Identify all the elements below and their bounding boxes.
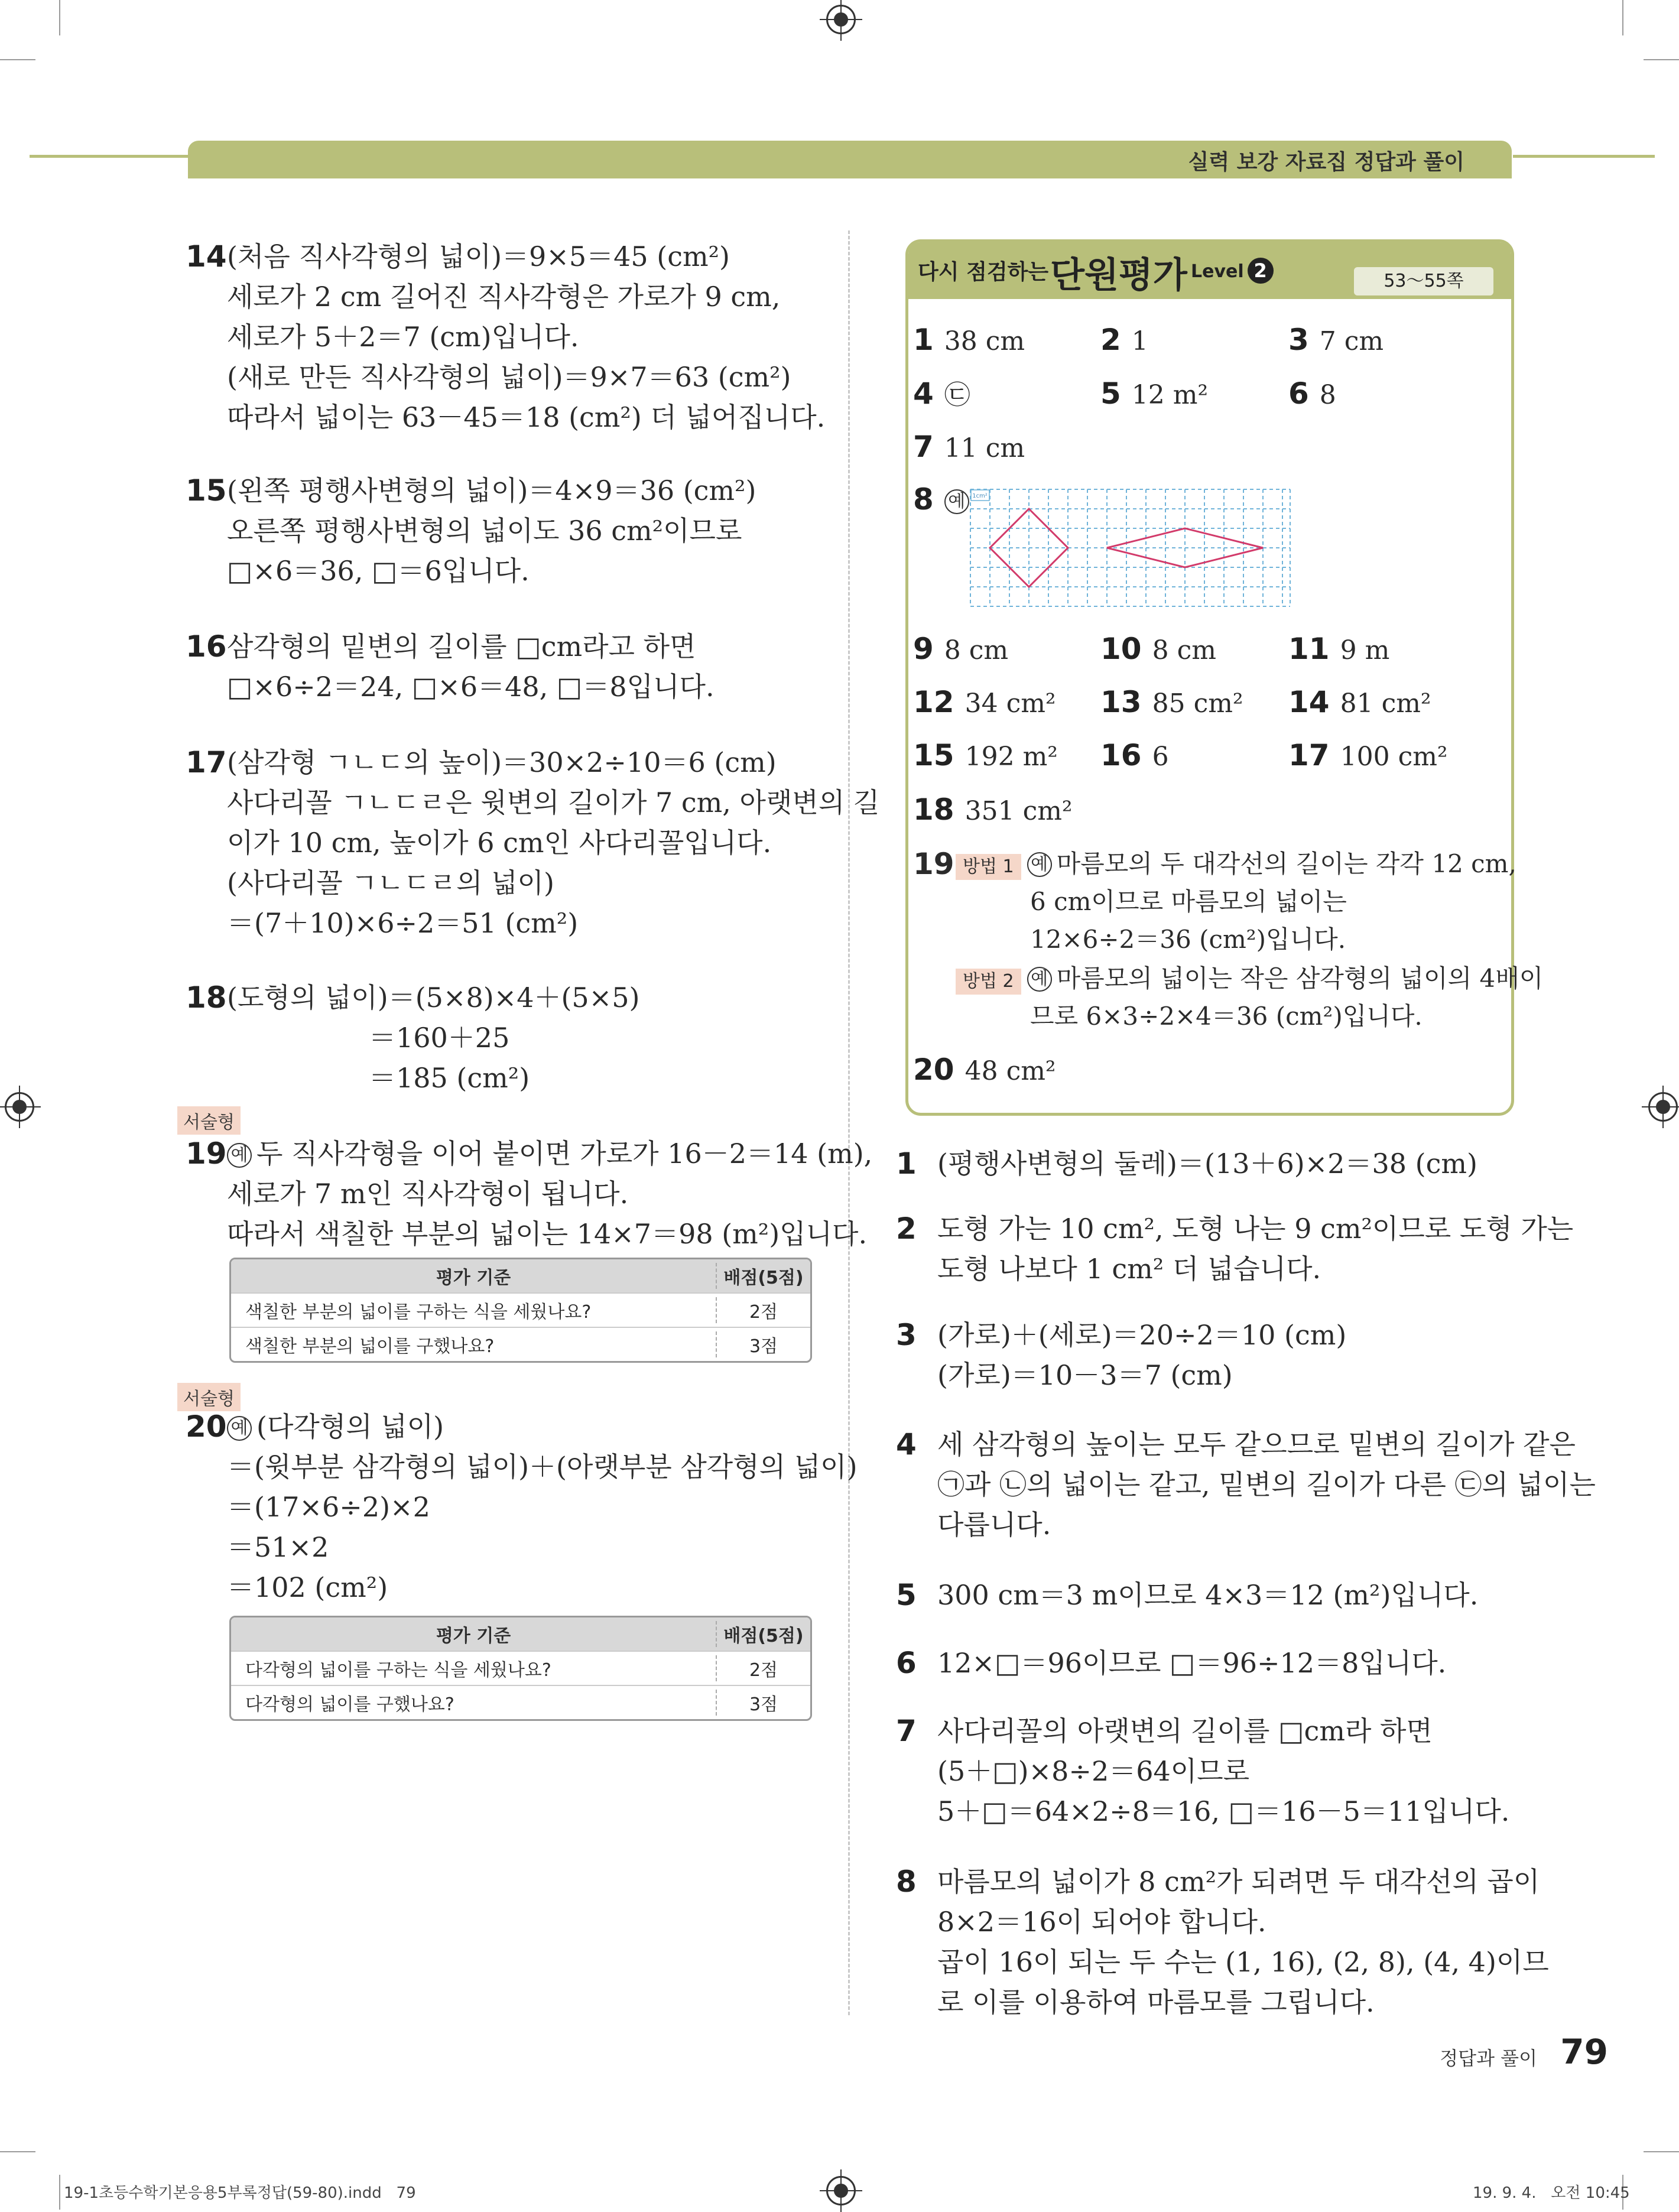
- method-tag: 방법 1: [956, 854, 1021, 880]
- problem-number: 16: [186, 629, 227, 664]
- problem-number: 15: [186, 473, 227, 508]
- trim-mark: [0, 2151, 35, 2152]
- solution-line: 12×6÷2＝36 (cm²)입니다.: [1030, 925, 1346, 954]
- answer-value: 11 cm: [944, 433, 1025, 463]
- answer-item: [1288, 684, 1431, 722]
- grid-unit-label: 1cm²: [972, 493, 988, 499]
- answer-item: [913, 684, 1056, 722]
- problem-number: 2: [896, 1211, 917, 1246]
- table-row: [231, 1292, 810, 1327]
- method-tag: 방법 2: [956, 969, 1021, 995]
- table-cell: 다각형의 넓이를 구했나요?: [245, 1694, 454, 1715]
- answer-number: 15: [913, 738, 954, 772]
- page-range: 53～55쪽: [1354, 267, 1493, 295]
- table-row: [231, 1651, 810, 1685]
- answer-value: 1: [1131, 326, 1148, 356]
- answer-value: 81 cm²: [1340, 688, 1431, 719]
- solution-line: 세로가 5＋2＝7 (cm)입니다.: [227, 321, 579, 353]
- answer-item: [913, 322, 1025, 359]
- essay-tag: 서술형: [177, 1383, 241, 1411]
- solution-line: 300 cm＝3 m이므로 4×3＝12 (m²)입니다.: [937, 1579, 1479, 1611]
- print-date: 19. 9. 4. 오전 10:45: [1473, 2184, 1630, 2202]
- solution-line: 사다리꼴의 아랫변의 길이를 □cm라 하면: [937, 1715, 1433, 1747]
- answer-item: [1100, 684, 1243, 722]
- answer-value: 85 cm²: [1152, 688, 1243, 719]
- answer-item: [913, 1052, 1056, 1089]
- solution-line: (가로)＝10－3＝7 (cm): [937, 1359, 1233, 1391]
- answer-value: 7 cm: [1319, 326, 1384, 356]
- answer-number: 9: [913, 632, 934, 666]
- problem-number: 1: [896, 1146, 917, 1181]
- answer-value: 6: [1152, 742, 1169, 772]
- trim-mark: [1644, 2151, 1679, 2152]
- solution-line: (사다리꼴 ㄱㄴㄷㄹ의 넓이): [227, 867, 554, 899]
- solution-line: 따라서 색칠한 부분의 넓이는 14×7＝98 (m²)입니다.: [227, 1218, 868, 1250]
- answer-value: 8 cm: [1152, 635, 1216, 665]
- answer-number: 1: [913, 323, 934, 357]
- level-badge: 2: [1248, 258, 1274, 284]
- solution-line: 세로가 7 m인 직사각형이 됩니다.: [227, 1178, 629, 1210]
- table-row: [231, 1685, 810, 1719]
- solution-1: [896, 1144, 1477, 1184]
- answer-item: [913, 738, 1058, 775]
- solution-5: [896, 1575, 1479, 1615]
- solution-line: (처음 직사각형의 넓이)＝9×5＝45 (cm²): [227, 241, 730, 272]
- answer-number: 18: [913, 792, 954, 827]
- table-header: 배점(5점): [716, 1263, 810, 1289]
- problem-number: 19: [186, 1136, 227, 1171]
- solution-4: [896, 1424, 1596, 1545]
- solution-line: (평행사변형의 둘레)＝(13＋6)×2＝38 (cm): [937, 1148, 1477, 1180]
- solution-7: [896, 1711, 1510, 1831]
- solution-line: (다각형의 넓이): [256, 1411, 444, 1443]
- solution-line: (삼각형 ㄱㄴㄷ의 높이)＝30×2÷10＝6 (cm): [227, 746, 777, 778]
- answer-value: 38 cm: [944, 326, 1025, 356]
- table-cell: 색칠한 부분의 넓이를 구하는 식을 세웠나요?: [245, 1302, 592, 1323]
- solution-line: 도형 나보다 1 cm² 더 넓습니다.: [937, 1253, 1321, 1285]
- answer-value: 34 cm²: [964, 688, 1056, 719]
- problem-19: [186, 1133, 873, 1254]
- solution-6: [896, 1643, 1447, 1683]
- answer-item: [1288, 376, 1336, 413]
- problem-20: [186, 1407, 858, 1607]
- solution-line: 6 cm이므로 마름모의 넓이는: [1030, 887, 1347, 916]
- trim-mark: [0, 59, 35, 60]
- solution-line: ＝51×2: [227, 1531, 329, 1563]
- example-mark: 예: [944, 489, 969, 514]
- answer-number: 10: [1100, 632, 1142, 666]
- solution-line: 5＋□＝64×2÷8＝16, □＝16－5＝11입니다.: [937, 1795, 1510, 1827]
- answer-item: [1100, 322, 1148, 359]
- registration-mark-icon: [1648, 1092, 1678, 1122]
- problem-number: 7: [896, 1714, 917, 1748]
- answer-value: 192 m²: [964, 742, 1058, 772]
- problem-number: 20: [186, 1409, 227, 1444]
- column-divider: [848, 230, 850, 2015]
- solution-line: (가로)＋(세로)＝20÷2＝10 (cm): [937, 1319, 1347, 1351]
- solution-3: [896, 1315, 1347, 1395]
- solution-line: 오른쪽 평행사변형의 넓이도 36 cm²이므로: [227, 515, 742, 547]
- answer-value: 8 cm: [944, 635, 1009, 665]
- problem-number: 4: [896, 1427, 917, 1461]
- answer-number: 19: [913, 847, 954, 881]
- answer-number: 12: [913, 685, 954, 719]
- solution-line: □×6÷2＝24, □×6＝48, □＝8입니다.: [227, 671, 715, 703]
- trim-mark: [59, 2175, 60, 2210]
- table-header: 배점(5점): [716, 1621, 810, 1647]
- answer-number: 7: [913, 430, 934, 464]
- solution-line: ㉠과 ㉡의 넓이는 같고, 밑변의 길이가 다른 ㉢의 넓이는: [937, 1469, 1596, 1500]
- problem-number: 17: [186, 745, 227, 779]
- answer-value: 8: [1319, 380, 1336, 410]
- example-mark: 예: [1027, 852, 1052, 877]
- solution-line: (새로 만든 직사각형의 넓이)＝9×7＝63 (cm²): [227, 361, 791, 393]
- solution-line: 곱이 16이 되는 두 수는 (1, 16), (2, 8), (4, 4)이므: [937, 1946, 1549, 1978]
- solution-line: ＝102 (cm²): [227, 1571, 388, 1603]
- registration-mark-icon: [5, 1092, 34, 1122]
- example-mark: 예: [1027, 967, 1052, 992]
- answer-number: 8: [913, 482, 934, 517]
- solution-line: □×6＝36, □＝6입니다.: [227, 555, 530, 587]
- solution-line: 따라서 넓이는 63－45＝18 (cm²) 더 넓어집니다.: [227, 401, 826, 433]
- solution-line: (5＋□)×8÷2＝64이므로: [937, 1755, 1250, 1787]
- problem-17: [186, 742, 880, 943]
- table-cell: 2점: [716, 1297, 810, 1323]
- answer-number: 11: [1288, 632, 1330, 666]
- solution-line: 로 이를 이용하여 마름모를 그립니다.: [937, 1986, 1375, 2018]
- problem-number: 5: [896, 1578, 917, 1612]
- answer-value: 12 m²: [1131, 380, 1209, 410]
- review-level: [1191, 258, 1274, 284]
- problem-number: 14: [186, 239, 227, 274]
- answer-item: [913, 482, 974, 519]
- trim-mark: [1644, 59, 1679, 60]
- table-cell: 색칠한 부분의 넓이를 구했나요?: [245, 1336, 495, 1357]
- table-cell: 3점: [716, 1331, 810, 1357]
- answer-item: [1100, 738, 1169, 775]
- answer-item: [1100, 631, 1216, 668]
- solution-line: 마름모의 넓이가 8 cm²가 되려면 두 대각선의 곱이: [937, 1866, 1540, 1898]
- trim-mark: [1622, 0, 1623, 35]
- registration-mark-icon: [826, 2176, 856, 2205]
- page-label: 정답과 풀이: [1440, 2047, 1537, 2070]
- answer-number: 20: [913, 1053, 954, 1087]
- problem-number: 18: [186, 980, 227, 1015]
- problem-15: [186, 470, 756, 591]
- problem-14: [186, 236, 826, 437]
- solution-line: 므로 6×3÷2×4＝36 (cm²)입니다.: [1030, 1002, 1423, 1031]
- answer-number: 16: [1100, 738, 1142, 772]
- answer-number: 3: [1288, 323, 1309, 357]
- solution-line: (도형의 넓이)＝(5×8)×4＋(5×5): [227, 982, 640, 1014]
- answer-number: 5: [1100, 376, 1121, 411]
- table-cell: 2점: [716, 1655, 810, 1681]
- header-rule: [1513, 155, 1655, 158]
- header-rule: [30, 155, 189, 158]
- solution-line: 12×□＝96이므로 □＝96÷12＝8입니다.: [937, 1647, 1447, 1679]
- answer-number: 4: [913, 376, 934, 411]
- solution-line: 8×2＝16이 되어야 합니다.: [937, 1906, 1266, 1938]
- table-header: 평가 기준: [436, 1626, 511, 1646]
- example-mark: 예: [227, 1143, 252, 1168]
- solution-2: [896, 1209, 1574, 1289]
- solution-line: 다릅니다.: [937, 1509, 1051, 1541]
- level-label: Level: [1191, 261, 1244, 282]
- answer-value: 9 m: [1340, 635, 1390, 665]
- problem-16: [186, 626, 715, 707]
- solution-line: 도형 가는 10 cm², 도형 나는 9 cm²이므로 도형 가는: [937, 1213, 1574, 1245]
- solution-line: 마름모의 넓이는 작은 삼각형의 넓이의 4배이: [1056, 964, 1544, 993]
- answer-item: [1288, 631, 1389, 668]
- solution-line: (왼쪽 평행사변형의 넓이)＝4×9＝36 (cm²): [227, 475, 756, 506]
- essay-tag: 서술형: [177, 1106, 241, 1135]
- file-slug: 19-1초등수학기본응용5부록정답(59-80).indd 79: [64, 2184, 416, 2202]
- solution-line: 삼각형의 밑변의 길이를 □cm라고 하면: [227, 631, 696, 662]
- answer-number: 2: [1100, 323, 1121, 357]
- solution-line: ＝(17×6÷2)×2: [227, 1491, 430, 1523]
- answer-value: 100 cm²: [1340, 742, 1448, 772]
- answer-item: [913, 429, 1025, 466]
- answer-number: 6: [1288, 376, 1309, 411]
- answer-item: [913, 792, 1073, 829]
- solution-line: 세 삼각형의 높이는 모두 같으므로 밑변의 길이가 같은: [937, 1428, 1576, 1460]
- table-cell: 3점: [716, 1690, 810, 1716]
- solution-line: ＝(윗부분 삼각형의 넓이)＋(아랫부분 삼각형의 넓이): [227, 1451, 858, 1483]
- problem-number: 8: [896, 1865, 917, 1899]
- answer-item: [1288, 738, 1448, 775]
- answer-number: 14: [1288, 685, 1330, 719]
- answer-value: 48 cm²: [964, 1056, 1056, 1086]
- solution-line: 두 직사각형을 이어 붙이면 가로가 16－2＝14 (m),: [256, 1138, 873, 1170]
- solution-line: ＝185 (cm²): [369, 1062, 530, 1094]
- review-title: 단원평가: [1050, 255, 1187, 296]
- rhombus-grid-figure: [969, 488, 1291, 609]
- answer-item: [1100, 376, 1208, 413]
- page-number: 79: [1560, 2032, 1608, 2072]
- answer-value: ㉢: [944, 380, 970, 410]
- example-mark: 예: [227, 1416, 252, 1441]
- solution-line: ＝160＋25: [369, 1022, 510, 1054]
- solution-line: 마름모의 두 대각선의 길이는 각각 12 cm,: [1056, 849, 1516, 878]
- scoring-table: [229, 1258, 812, 1363]
- solution-line: ＝(7＋10)×6÷2＝51 (cm²): [227, 907, 579, 939]
- header-bar: [188, 141, 1512, 178]
- trim-mark: [59, 0, 60, 35]
- answer-number: 13: [1100, 685, 1142, 719]
- header-title: 실력 보강 자료집 정답과 풀이: [1188, 150, 1464, 174]
- solution-8: [896, 1862, 1549, 2022]
- problem-18: [186, 977, 640, 1098]
- answer-value: 351 cm²: [964, 796, 1073, 826]
- problem-number: 3: [896, 1318, 917, 1352]
- solution-line: 사다리꼴 ㄱㄴㄷㄹ은 윗변의 길이가 7 cm, 아랫변의 길: [227, 787, 880, 818]
- review-header: [908, 242, 1511, 299]
- answer-number: 17: [1288, 738, 1330, 772]
- solution-line: 이가 10 cm, 높이가 6 cm인 사다리꼴입니다.: [227, 827, 772, 859]
- solution-line: 세로가 2 cm 길어진 직사각형은 가로가 9 cm,: [227, 281, 781, 313]
- review-title-prefix: 다시 점검하는: [918, 260, 1049, 284]
- answer-item: [1288, 322, 1384, 359]
- answer-item: [913, 376, 970, 413]
- answer-item: [913, 631, 1008, 668]
- problem-number: 6: [896, 1646, 917, 1680]
- table-cell: 다각형의 넓이를 구하는 식을 세웠나요?: [245, 1660, 551, 1681]
- registration-mark-icon: [826, 5, 856, 34]
- table-header: 평가 기준: [436, 1268, 511, 1288]
- scoring-table: [229, 1616, 812, 1721]
- table-row: [231, 1327, 810, 1361]
